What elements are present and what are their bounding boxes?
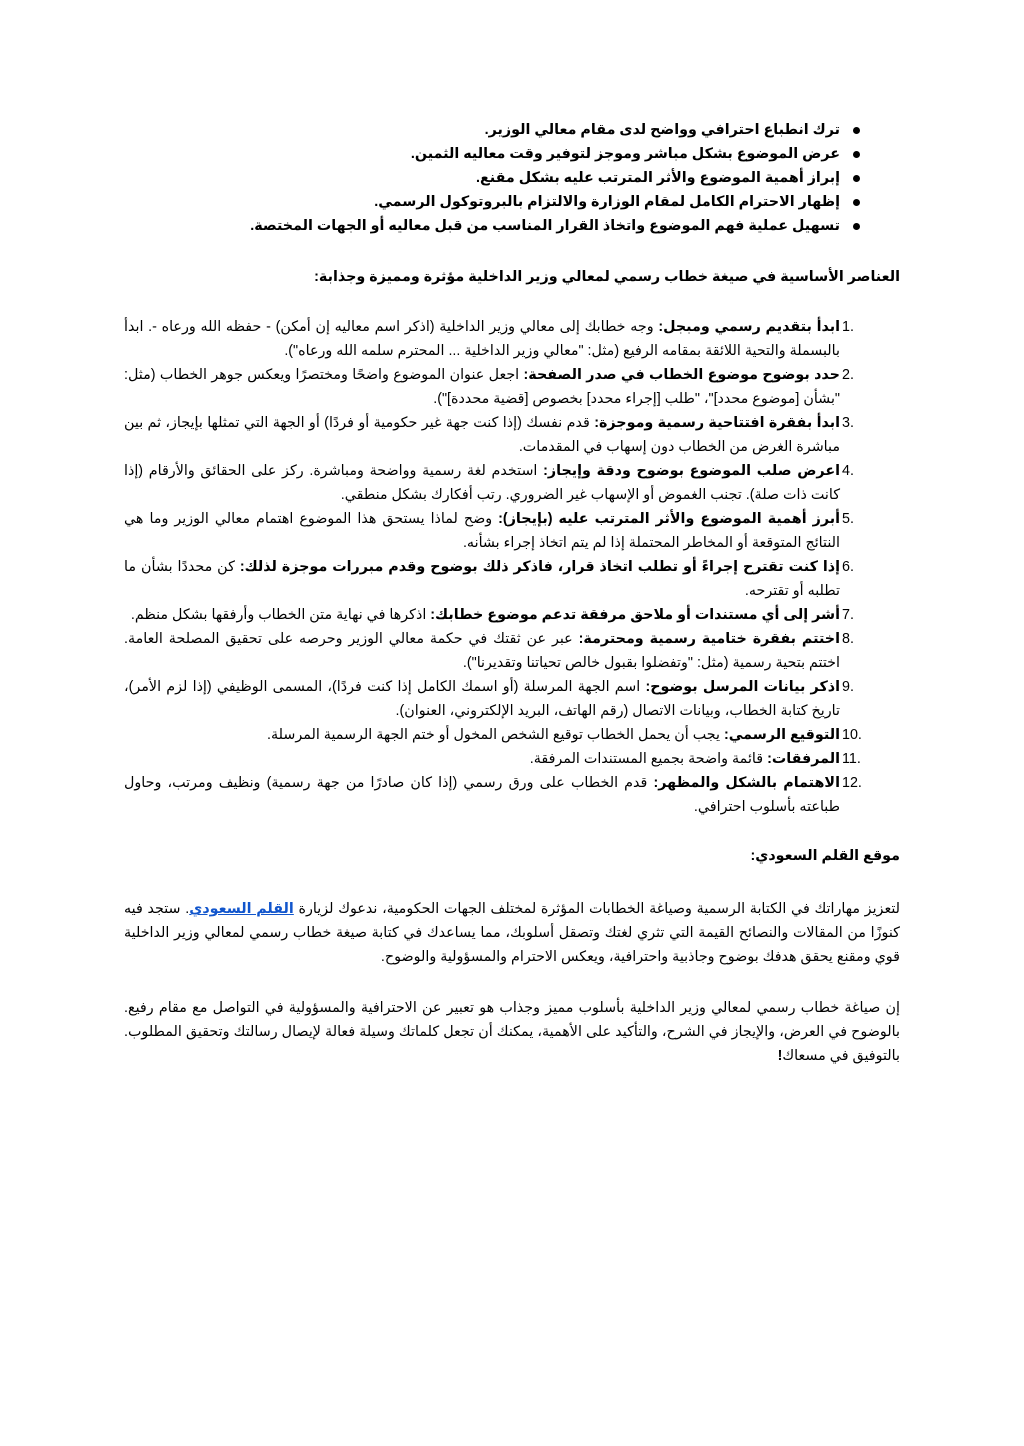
bullet-item <box>124 142 900 166</box>
list-item <box>124 507 900 555</box>
item-text: استخدم لغة رسمية وواضحة ومباشرة. ركز على الحقائق والأرقام (إذا كانت ذات صلة). تجنب الغموض أو الإسهاب غير الضروري. رتب أفكارك بشكل منطقي. <box>124 463 840 503</box>
bullet-dot-icon <box>853 223 860 230</box>
list-item <box>124 771 900 819</box>
closing-paragraph <box>124 996 900 1068</box>
bullet-text: إبراز أهمية الموضوع والأثر المترتب عليه بشكل مقنع. <box>476 170 840 186</box>
item-number: 11. <box>842 751 861 767</box>
bullet-item <box>124 166 900 190</box>
document-content <box>124 118 900 1068</box>
item-text: اجعل عنوان الموضوع واضحًا ومختصرًا ويعكس جوهر الخطاب (مثل: "بشأن [موضوع محدد]"، "طلب [إجراء محدد] بخصوص [قضية محددة]"). <box>124 367 840 407</box>
item-title: حدد بوضوح موضوع الخطاب في صدر الصفحة: <box>523 367 840 383</box>
list-item <box>124 675 900 723</box>
list-item <box>124 747 900 771</box>
paragraph-text: . ستجد فيه كنوزًا من المقالات والنصائح القيمة التي تثري لغتك وتصقل أسلوبك، مما يساعدك في كتابة صيغة خطاب رسمي لمعالي وزير الداخلية قوي ومقنع يحقق هدفك بوضوح وجاذبية واحترافية، ويعكس الاحترام والمسؤولية والوضوح. <box>124 901 900 965</box>
item-number: 12. <box>842 775 862 791</box>
item-number: 3. <box>842 415 854 431</box>
item-title: التوقيع الرسمي: <box>723 727 840 743</box>
bullet-dot-icon <box>853 127 860 134</box>
item-title: ابدأ بتقديم رسمي ومبجل: <box>658 319 840 335</box>
elements-heading: العناصر الأساسية في صيغة خطاب رسمي لمعالي وزير الداخلية مؤثرة ومميزة وجذابة: <box>314 269 900 285</box>
item-number: 10. <box>842 727 862 743</box>
item-title: الاهتمام بالشكل والمظهر: <box>653 775 840 791</box>
item-text: قدم نفسك (إذا كنت جهة غير حكومية أو فردًا) أو الجهة التي تمثلها بإيجاز، ثم بين مباشرة الغرض من الخطاب دون إسهاب في المقدمات. <box>124 415 840 455</box>
item-title: ابدأ بفقرة افتتاحية رسمية وموجزة: <box>594 415 840 431</box>
bullet-text: تسهيل عملية فهم الموضوع واتخاذ القرار المناسب من قبل معاليه أو الجهات المختصة. <box>250 218 840 234</box>
bullet-text: عرض الموضوع بشكل مباشر وموجز لتوفير وقت معاليه الثمين. <box>410 146 840 162</box>
bullet-item <box>124 118 900 142</box>
item-title: اختتم بفقرة ختامية رسمية ومحترمة: <box>578 631 840 647</box>
item-title: أشر إلى أي مستندات أو ملاحق مرفقة تدعم موضوع خطابك: <box>430 607 840 623</box>
list-item <box>124 627 900 675</box>
item-text: اسم الجهة المرسلة (أو اسمك الكامل إذا كنت فردًا)، المسمى الوظيفي (إذا لزم الأمر)، تاريخ كتابة الخطاب، وبيانات الاتصال (رقم الهاتف، البريد الإلكتروني، العنوان). <box>124 679 840 719</box>
item-title: المرفقات: <box>767 751 840 767</box>
bullet-dot-icon <box>853 151 860 158</box>
item-number: 4. <box>842 463 854 479</box>
bullet-dot-icon <box>853 175 860 182</box>
item-text: يجب أن يحمل الخطاب توقيع الشخص المخول أو ختم الجهة الرسمية المرسلة. <box>266 727 724 743</box>
list-item <box>124 363 900 411</box>
item-text: وضح لماذا يستحق هذا الموضوع اهتمام معالي الوزير وما هي النتائج المتوقعة أو المخاطر المحتملة إذا لم يتم اتخاذ إجراء بشأنه. <box>124 511 840 551</box>
closing-exclamation: ! <box>777 1048 783 1064</box>
item-text: قائمة واضحة بجميع المستندات المرفقة. <box>529 751 768 767</box>
item-number: 8. <box>842 631 854 647</box>
list-item <box>124 603 900 627</box>
bullet-item <box>124 190 900 214</box>
item-title: أبرز أهمية الموضوع والأثر المترتب عليه (بإيجاز): <box>498 511 840 527</box>
paragraph-text: لتعزيز مهاراتك في الكتابة الرسمية وصياغة الخطابات المؤثرة لمختلف الجهات الحكومية، ندعوك لزيارة <box>293 901 901 917</box>
item-number: 5. <box>842 511 854 527</box>
list-item <box>124 555 900 603</box>
site-paragraph <box>124 897 900 969</box>
bullet-text: إظهار الاحترام الكامل لمقام الوزارة والالتزام بالبروتوكول الرسمي. <box>374 194 840 210</box>
item-text: عبر عن ثقتك في حكمة معالي الوزير وحرصه على تحقيق المصلحة العامة. اختتم بتحية رسمية (مثل: "وتفضلوا بقبول خالص تحياتنا وتقديرنا"). <box>124 631 840 671</box>
bullet-text: ترك انطباع احترافي وواضح لدى مقام معالي الوزير. <box>484 122 840 138</box>
paragraph-text: إن صياغة خطاب رسمي لمعالي وزير الداخلية بأسلوب مميز وجذاب هو تعبير عن الاحترافية والمسؤولية في التواصل مع مقام رفيع. بالوضوح في العرض، والإيجاز في الشرح، والتأكيد على الأهمية، يمكنك أن تجعل كلماتك وسيلة فعالة لإيصال رسالتك وتحقيق المطلوب. بالتوفيق في مسعاك <box>124 1000 900 1064</box>
item-number: 6. <box>842 559 854 575</box>
bullet-item <box>124 214 900 238</box>
list-item <box>124 459 900 507</box>
item-text: كن محددًا بشأن ما تطلبه أو تقترحه. <box>124 559 840 599</box>
bullet-dot-icon <box>853 199 860 206</box>
item-number: 9. <box>842 679 854 695</box>
saudi-pen-link[interactable]: القلم السعودي <box>189 901 294 917</box>
list-item <box>124 723 900 747</box>
item-text: وجه خطابك إلى معالي وزير الداخلية (اذكر اسم معاليه إن أمكن) - حفظه الله ورعاه -. ابدأ بالبسملة والتحية اللائقة بمقامه الرفيع (مثل: "معالي وزير الداخلية ... المحترم سلمه الله ورعاه"). <box>124 319 840 359</box>
list-item <box>124 315 900 363</box>
item-number: 7. <box>842 607 854 623</box>
goals-bullet-list <box>124 118 900 238</box>
item-text: قدم الخطاب على ورق رسمي (إذا كان صادرًا من جهة رسمية) ونظيف ومرتب، وحاول طباعته بأسلوب احترافي. <box>124 775 840 815</box>
elements-numbered-list <box>124 315 900 819</box>
item-number: 2. <box>842 367 854 383</box>
item-title: إذا كنت تقترح إجراءً أو تطلب اتخاذ قرار، فاذكر ذلك بوضوح وقدم مبررات موجزة لذلك: <box>239 559 840 575</box>
item-title: اعرض صلب الموضوع بوضوح ودقة وإيجاز: <box>543 463 840 479</box>
item-title: اذكر بيانات المرسل بوضوح: <box>645 679 840 695</box>
list-item <box>124 411 900 459</box>
item-number: 1. <box>842 319 854 335</box>
site-heading: موقع القلم السعودي: <box>750 848 900 864</box>
item-text: اذكرها في نهاية متن الخطاب وأرفقها بشكل منظم. <box>130 607 431 623</box>
